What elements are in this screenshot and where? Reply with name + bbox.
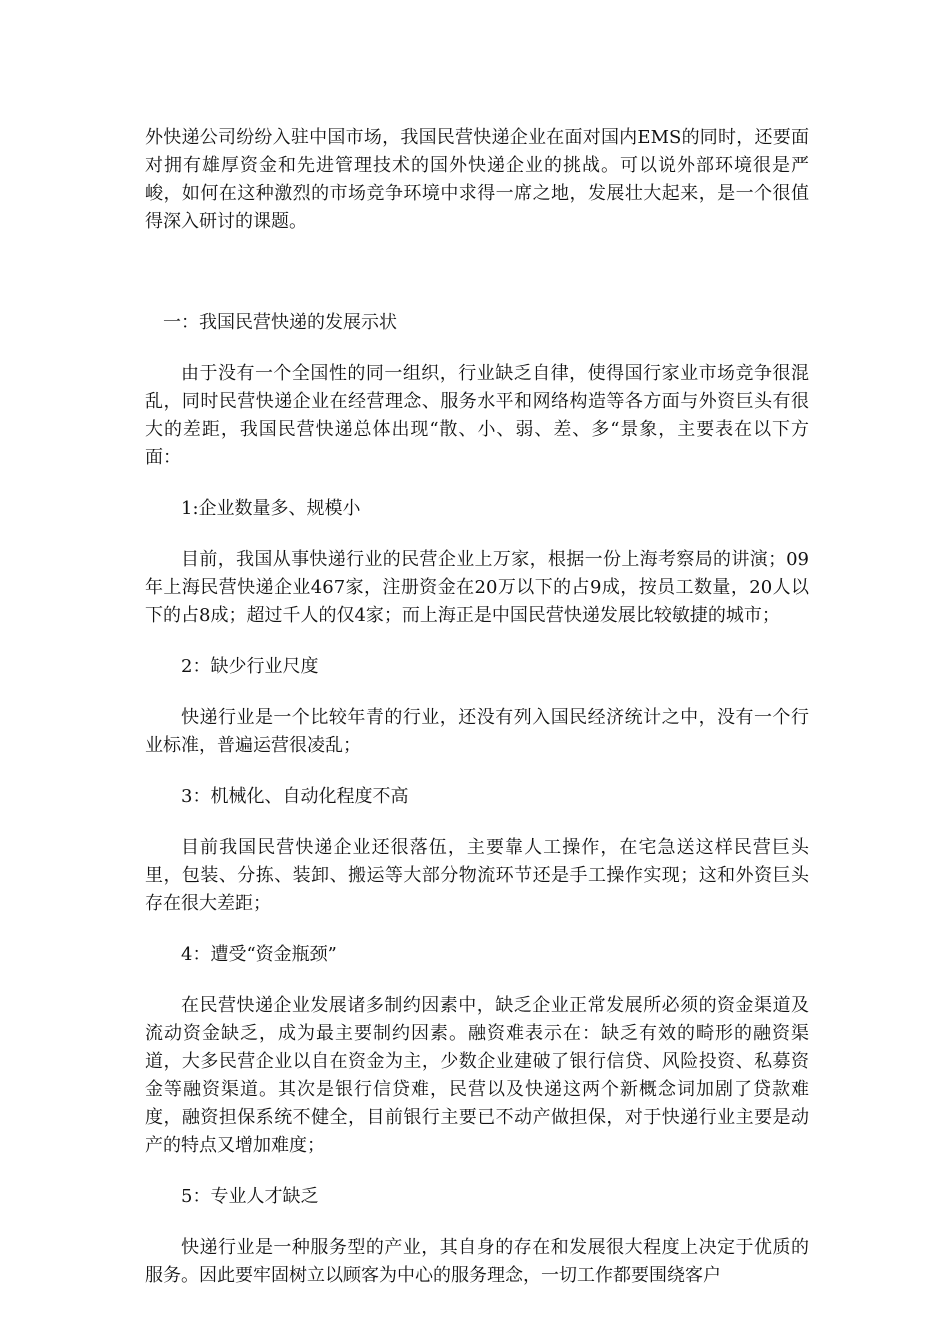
document-body xyxy=(145,124,809,1313)
item-1-body: 目前，我国从事快递行业的民营企业上万家，根据一份上海考察局的讲演；09年上海民营快递企业467家，注册资金在20万以下的占9成，按员工数量，20人以下的占8成；超过千人的仅4家；而上海正是中国民营快递发展比较敏捷的城市； xyxy=(145,549,809,626)
item-5-title: 5：专业人才缺乏 xyxy=(181,1186,319,1207)
item-3-body: 目前我国民营快递企业还很落伍，主要靠人工操作，在宅急送这样民营巨头里，包装、分拣、装卸、搬运等大部分物流环节还是手工操作实现；这和外资巨头存在很大差距； xyxy=(145,837,809,914)
item-2-body: 快递行业是一个比较年青的行业，还没有列入国民经济统计之中，没有一个行业标准，普遍运营很凌乱； xyxy=(145,707,809,756)
item-5-body: 快递行业是一种服务型的产业，其自身的存在和发展很大程度上决定于优质的服务。因此要牢固树立以顾客为中心的服务理念，一切工作都要围绕客户 xyxy=(145,1237,809,1286)
section-intro-paragraph: 由于没有一个全国性的同一组织，行业缺乏自律，使得国行家业市场竞争很混乱，同时民营快递企业在经营理念、服务水平和网络构造等各方面与外资巨头有很大的差距，我国民营快递总体出现“散、小、弱、差、多“景象，主要表在以下方面： xyxy=(145,363,809,468)
intro-paragraph: 外快递公司纷纷入驻中国市场，我国民营快递企业在面对国内EMS的同时，还要面对拥有雄厚资金和先进管理技术的国外快递企业的挑战。可以说外部环境很是严峻，如何在这种激烈的市场竞争环境中求得一席之地，发展壮大起来，是一个很值得深入研讨的课题。 xyxy=(145,127,809,232)
item-3-title: 3：机械化、自动化程度不高 xyxy=(181,786,409,807)
item-2-title: 2：缺少行业尺度 xyxy=(181,656,319,677)
item-1-title: 1:企业数量多、规模小 xyxy=(181,498,361,519)
section-heading: 一：我国民营快递的发展示状 xyxy=(163,312,397,333)
item-4-body: 在民营快递企业发展诸多制约因素中，缺乏企业正常发展所必须的资金渠道及流动资金缺乏，成为最主要制约因素。融资难表示在：缺乏有效的畸形的融资渠道，大多民营企业以自在资金为主，少数企业建破了银行信贷、风险投资、私募资金等融资渠道。其次是银行信贷难，民营以及快递这两个新概念词加剧了贷款难度，融资担保系统不健全，目前银行主要已不动产做担保，对于快递行业主要是动产的特点又增加难度； xyxy=(145,995,809,1156)
item-4-title: 4：遭受“资金瓶颈” xyxy=(181,944,337,965)
